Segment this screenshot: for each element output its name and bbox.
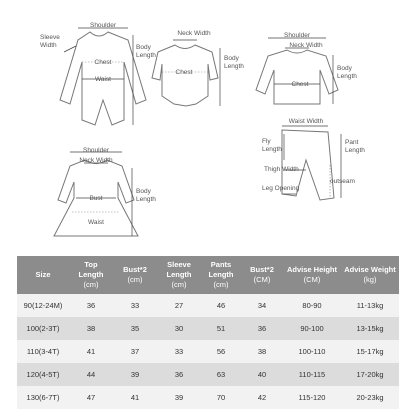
cell-bust: 33 xyxy=(113,294,157,317)
romper-diagram xyxy=(40,22,156,125)
cell-bust: 41 xyxy=(113,386,157,409)
pants-leg-opening-label: Leg Opening xyxy=(262,185,300,192)
cell-advise-weight: 20-23kg xyxy=(341,386,399,409)
top-neck-width-label: Neck Width xyxy=(289,42,323,49)
dress-diagram xyxy=(54,147,156,236)
cell-top-length: 38 xyxy=(69,317,113,340)
cell-pants-length: 56 xyxy=(201,340,241,363)
cell-advise-height: 80-90 xyxy=(283,294,341,317)
pants-fly-length-label-2: Length xyxy=(262,146,282,153)
cell-size: 100(2-3T) xyxy=(17,317,69,340)
dress-body-length-label-2: Length xyxy=(136,196,156,203)
bodysuit-diagram xyxy=(152,30,244,106)
cell-sleeve-length: 39 xyxy=(157,386,201,409)
dress-waist-label: Waist xyxy=(87,219,105,226)
romper-body-length-label-1: Body xyxy=(136,44,151,51)
romper-sleeve-width-label-1: Sleeve xyxy=(40,34,60,41)
pants-diagram xyxy=(262,118,365,200)
table-row xyxy=(17,317,399,340)
cell-sleeve-length: 27 xyxy=(157,294,201,317)
cell-advise-weight: 15-17kg xyxy=(341,340,399,363)
cell-size: 90(12-24M) xyxy=(17,294,69,317)
table-header-row xyxy=(17,256,399,294)
cell-bust-2: 40 xyxy=(241,363,283,386)
bodysuit-chest-label: Chest xyxy=(175,69,193,76)
cell-size: 110(3-4T) xyxy=(17,340,69,363)
cell-pants-length: 63 xyxy=(201,363,241,386)
table-row xyxy=(17,363,399,386)
dress-neck-width-label: Neck Width xyxy=(79,157,113,164)
header-pants-length: Pants Length (cm) xyxy=(201,256,241,294)
cell-advise-height: 90-100 xyxy=(283,317,341,340)
cell-top-length: 44 xyxy=(69,363,113,386)
pants-outseam-label: outseam xyxy=(330,178,355,185)
header-bust-2: Bust*2 (CM) xyxy=(241,256,283,294)
cell-advise-weight: 17-20kg xyxy=(341,363,399,386)
pants-fly-length-label-1: Fly xyxy=(262,138,271,145)
romper-waist-label: Waist xyxy=(94,76,112,83)
size-chart-table xyxy=(17,256,399,409)
cell-size: 130(6-7T) xyxy=(17,386,69,409)
header-bust-1: Bust*2 (cm) xyxy=(113,256,157,294)
dress-body-length-label-1: Body xyxy=(136,188,151,195)
table-row xyxy=(17,386,399,409)
cell-top-length: 41 xyxy=(69,340,113,363)
bodysuit-body-length-label-1: Body xyxy=(224,55,239,62)
cell-sleeve-length: 33 xyxy=(157,340,201,363)
cell-bust-2: 36 xyxy=(241,317,283,340)
dress-bust-label: Bust xyxy=(89,195,103,202)
header-advise-height: Advise Height (CM) xyxy=(283,256,341,294)
top-diagram xyxy=(256,32,357,104)
cell-advise-height: 100-110 xyxy=(283,340,341,363)
top-body-length-label-1: Body xyxy=(337,65,352,72)
pants-waist-width-label: Waist Width xyxy=(288,118,324,125)
cell-advise-height: 115-120 xyxy=(283,386,341,409)
cell-sleeve-length: 30 xyxy=(157,317,201,340)
cell-advise-weight: 13-15kg xyxy=(341,317,399,340)
header-sleeve-length: Sleeve Length (cm) xyxy=(157,256,201,294)
romper-chest-label: Chest xyxy=(94,59,112,66)
cell-pants-length: 51 xyxy=(201,317,241,340)
pants-pant-length-label-1: Pant xyxy=(345,139,359,146)
romper-shoulder-label: Shoulder xyxy=(89,22,117,29)
header-top-length: Top Length (cm) xyxy=(69,256,113,294)
pants-pant-length-label-2: Length xyxy=(345,147,365,154)
bodysuit-neck-width-label: Neck Width xyxy=(177,30,211,37)
top-shoulder-label: Shoulder xyxy=(283,32,311,39)
cell-top-length: 36 xyxy=(69,294,113,317)
cell-advise-weight: 11-13kg xyxy=(341,294,399,317)
top-chest-label: Chest xyxy=(291,81,309,88)
cell-bust: 37 xyxy=(113,340,157,363)
pants-thigh-width-label: Thigh Width xyxy=(264,166,299,173)
cell-pants-length: 46 xyxy=(201,294,241,317)
cell-bust-2: 34 xyxy=(241,294,283,317)
romper-sleeve-width-label-2: Width xyxy=(40,42,57,49)
table-row xyxy=(17,340,399,363)
cell-bust: 39 xyxy=(113,363,157,386)
cell-bust: 35 xyxy=(113,317,157,340)
header-size: Size xyxy=(17,256,69,294)
dress-shoulder-label: Shoulder xyxy=(82,147,110,154)
cell-pants-length: 70 xyxy=(201,386,241,409)
cell-top-length: 47 xyxy=(69,386,113,409)
cell-size: 120(4-5T) xyxy=(17,363,69,386)
cell-bust-2: 42 xyxy=(241,386,283,409)
table-row xyxy=(17,294,399,317)
romper-body-length-label-2: Length xyxy=(136,52,156,59)
header-advise-weight: Advise Weight (kg) xyxy=(341,256,399,294)
bodysuit-body-length-label-2: Length xyxy=(224,63,244,70)
cell-advise-height: 110-115 xyxy=(283,363,341,386)
cell-sleeve-length: 36 xyxy=(157,363,201,386)
top-body-length-label-2: Length xyxy=(337,73,357,80)
cell-bust-2: 38 xyxy=(241,340,283,363)
